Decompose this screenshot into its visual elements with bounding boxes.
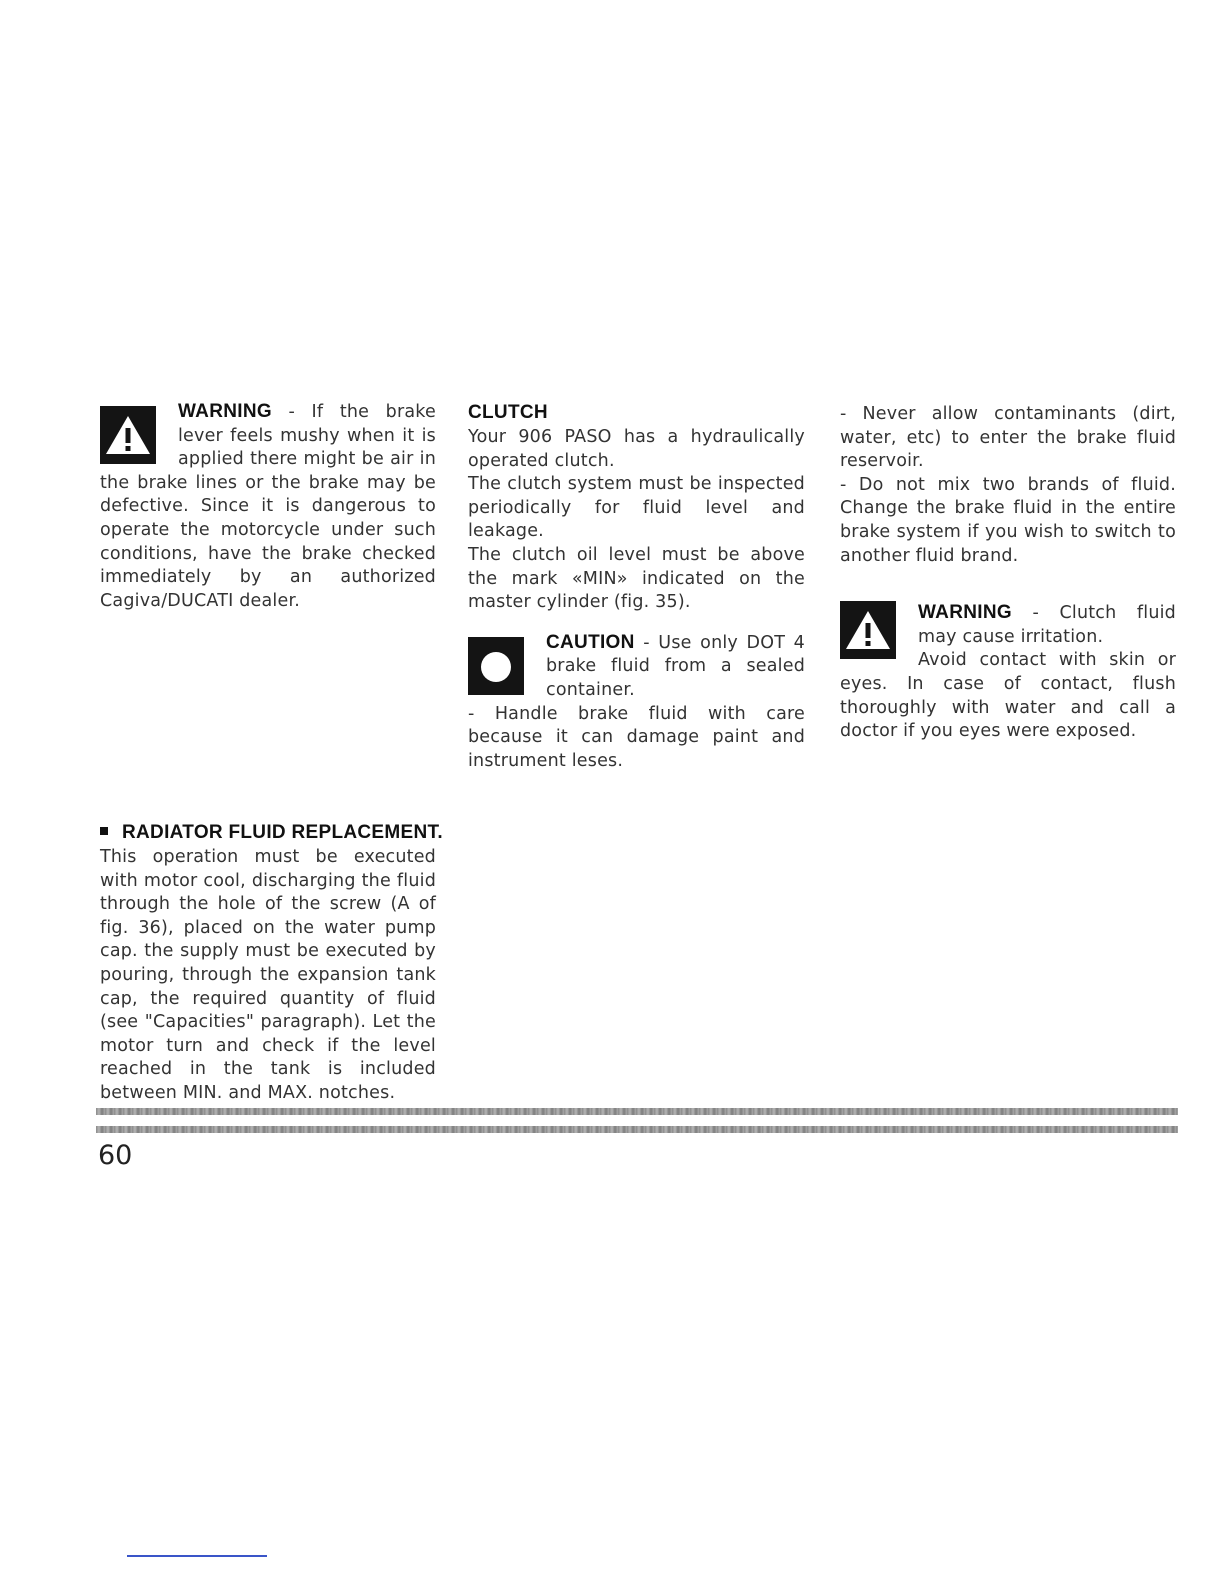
footer-rule-top [96, 1108, 1178, 1115]
caution-heading: CAUTION [546, 631, 635, 653]
warning-triangle-icon [100, 406, 156, 464]
clutch-paragraph-1: Your 906 PASO has a hydraulically operated clutch. [468, 427, 805, 471]
clutch-paragraph-3: The clutch oil level must be above the mark «MIN» indicated on the master cylinder (fig. 35). [468, 544, 805, 613]
note-paragraph-1: - Never allow contaminants (dirt, water, etc) to enter the brake fluid reservoir. [840, 404, 1176, 472]
brake-warning-text: - If the brake lever feels mushy when it is applied there might be air in the brake lines or the brake may be defective. Since it is dangerous to operate the motorcycle under such conditions, have the brake checked immediately by an authorized Cagiva/DUCATI dealer. [100, 402, 436, 611]
clutch-warning-heading: WARNING [918, 602, 1012, 624]
brake-fluid-notes [840, 403, 1176, 744]
clutch-warning-text: - Clutch fluid may cause irritation. [918, 603, 1176, 647]
clutch-warning-paragraph-2: Avoid contact with skin or eyes. In case of contact, flush thoroughly with water and call a doctor if you eyes were exposed. [840, 650, 1176, 742]
clutch-warning-block [840, 601, 1176, 744]
clutch-heading: CLUTCH [468, 402, 548, 423]
radiator-paragraph: This operation must be executed with motor cool, discharging the fluid through the hole of the screw (A of fig. 36), placed on the water pump cap. the supply must be executed by pouring, through the expansion tank cap, the required quantity of fluid (see "Capacities" paragraph). Let the motor turn and check if the level reached in the tank is included between MIN. and MAX. notches. [100, 847, 436, 1103]
page-number: 60 [98, 1140, 133, 1171]
note-paragraph-2: - Do not mix two brands of fluid. Change the brake fluid in the entire brake system if you wish to switch to another fluid brand. [840, 474, 1176, 566]
bottom-blue-line [127, 1555, 267, 1557]
radiator-heading [100, 820, 443, 846]
radiator-heading-text: RADIATOR FLUID REPLACEMENT. [122, 822, 443, 843]
caution-paragraph-2: - Handle brake fluid with care because it can damage paint and instrument leses. [468, 703, 805, 771]
radiator-section [100, 820, 443, 1106]
caution-text: - Use only DOT 4 brake fluid from a sealed container. [546, 632, 805, 700]
brake-warning-block [100, 400, 436, 613]
clutch-section [468, 400, 805, 773]
clutch-paragraph-2: The clutch system must be inspected periodically for fluid level and leakage. [468, 474, 805, 542]
caution-block [468, 631, 805, 774]
bullet-icon [100, 827, 108, 835]
brake-warning-heading: WARNING [178, 401, 272, 422]
footer-rule-bottom [96, 1126, 1178, 1133]
warning-triangle-icon [840, 601, 896, 659]
caution-circle-icon [468, 637, 524, 695]
